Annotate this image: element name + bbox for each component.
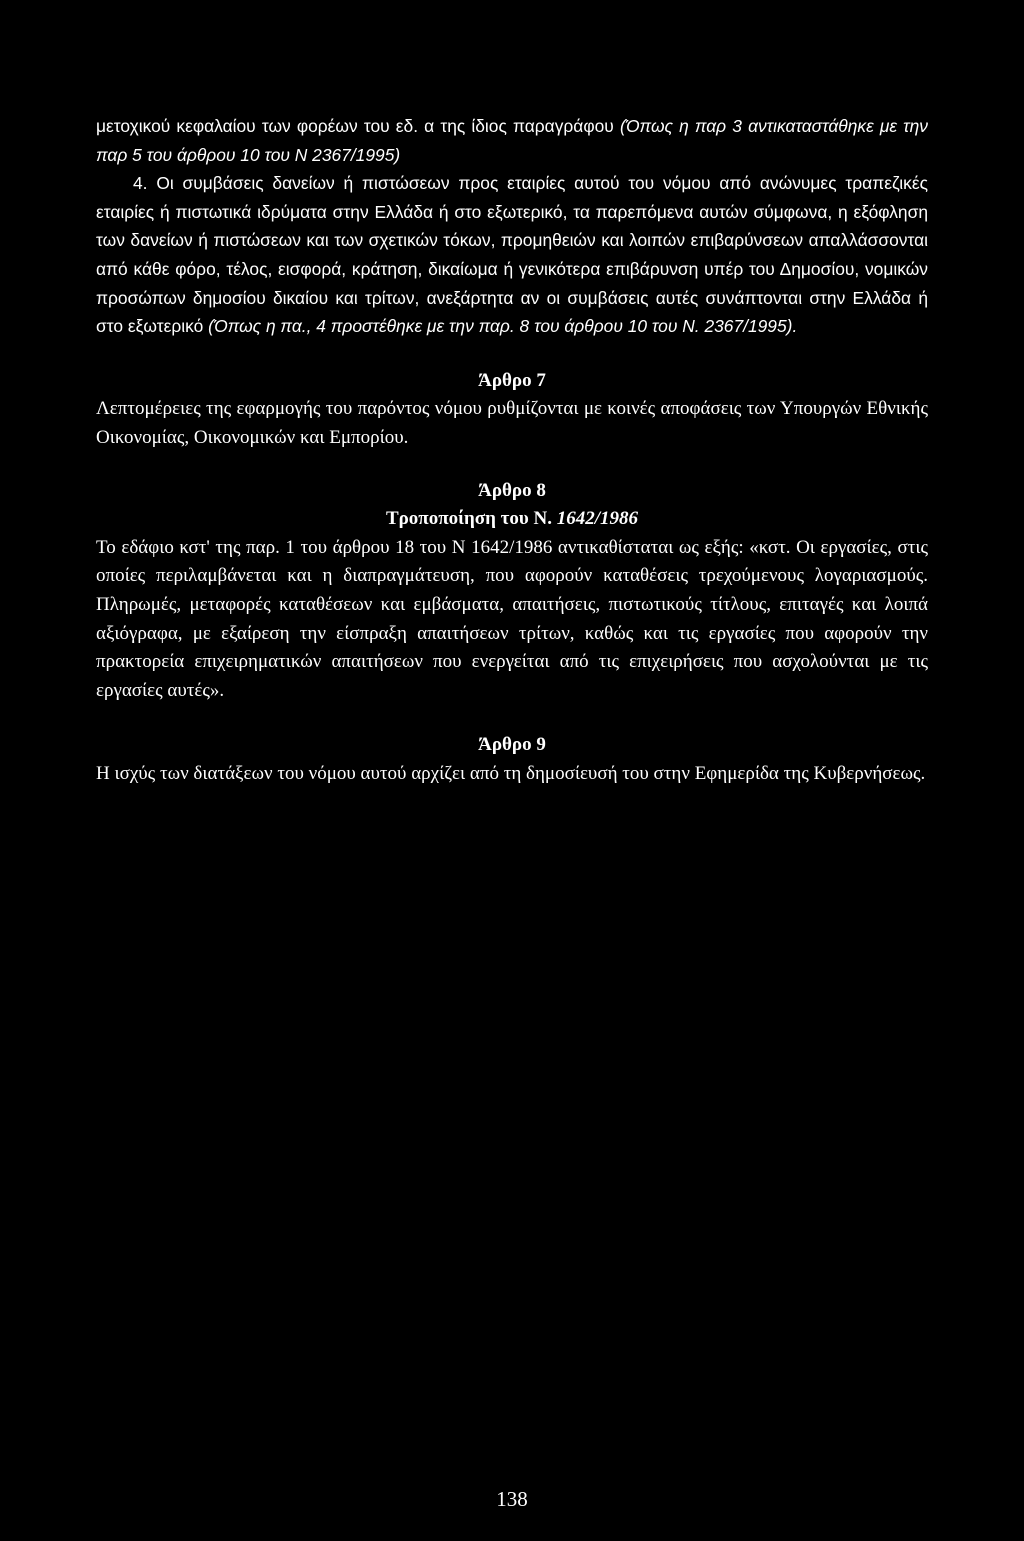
article-8-subheading — [96, 505, 928, 534]
amendment-note: (Όπως η παρ 3 αντικαταστάθηκε με την παρ 5 του άρθρου 10 του Ν 2367/1995) — [96, 116, 928, 165]
paragraph-4-note: (Όπως η πα., 4 προστέθηκε με την παρ. 8 του άρθρου 10 του Ν. 2367/1995). — [208, 316, 798, 337]
article-9-heading: Άρθρο 9 — [478, 734, 546, 756]
paragraph-4 — [96, 169, 928, 341]
continued-paragraph — [96, 112, 928, 169]
continued-text: μετοχικού κεφαλαίου των φορέων του εδ. α της ίδιος παραγράφου — [96, 116, 614, 136]
article-7-text: Λεπτομέρειες της εφαρμογής του παρόντος νόμου ρυθμίζονται με κοινές αποφάσεις των Υπουργών Εθνικής Οικονομίας, Οικονομικών και Εμπορίου. — [96, 398, 928, 448]
document-page — [96, 112, 928, 788]
article-8-heading: Άρθρο 8 — [478, 479, 546, 501]
article-8-subheading-prefix: Τροποποίηση του Ν. — [385, 508, 553, 530]
page-number: 138 — [496, 1487, 528, 1511]
article-8-subheading-law: 1642/1986 — [556, 508, 639, 530]
article-7-heading: Άρθρο 7 — [478, 369, 546, 391]
article-8-text: Το εδάφιο κστ' της παρ. 1 του άρθρου 18 του Ν 1642/1986 αντικαθίσταται ως εξής: «κστ. Οι εργασίες, στις οποίες περιλαμβάνεται και η διαπραγμάτευση, που αφορούν καταθέσεις τρεχούμενους λογαριασμούς. Πληρωμές, μεταφορές καταθέσεων και εμβάσματα, απαιτήσεις, πιστωτικούς τίτλους, επιταγές και λοιπά αξιόγραφα, με εξαίρεση την είσπραξη απαιτήσεων τρίτων, καθώς και τις εργασίες που αφορούν την πρακτορεία επιχειρηματικών απαιτήσεων που ενεργείται από τις επιχειρήσεις που ασχολούνται με τις εργασίες αυτές». — [96, 536, 928, 701]
paragraph-4-text: 4. Οι συμβάσεις δανείων ή πιστώσεων προς εταιρίες αυτού του νόμου από ανώνυμες τραπεζικές εταιρίες ή πιστωτικά ιδρύματα στην Ελλάδα ή στο εξωτερικό, τα παρεπόμενα αυτών σύμφωνα, η εξόφληση των δανείων ή πιστώσεων και των σχετικών τόκων, προμηθειών και λοιπών επιβαρύνσεων απαλλάσσονται από κάθε φόρο, τέλος, εισφορά, κράτηση, δικαίωμα ή γενικότερα επιβάρυνση υπέρ του Δημοσίου, νομικών προσώπων δημοσίου δικαίου και τρίτων, ανεξάρτητα αν οι συμβάσεις αυτές συνάπτονται στην Ελλάδα ή στο εξωτερικό — [96, 173, 928, 337]
article-9-text: Η ισχύς των διατάξεων του νόμου αυτού αρχίζει από τη δημοσίευσή του στην Εφημερίδα της Κυβερνήσεως. — [96, 762, 926, 784]
